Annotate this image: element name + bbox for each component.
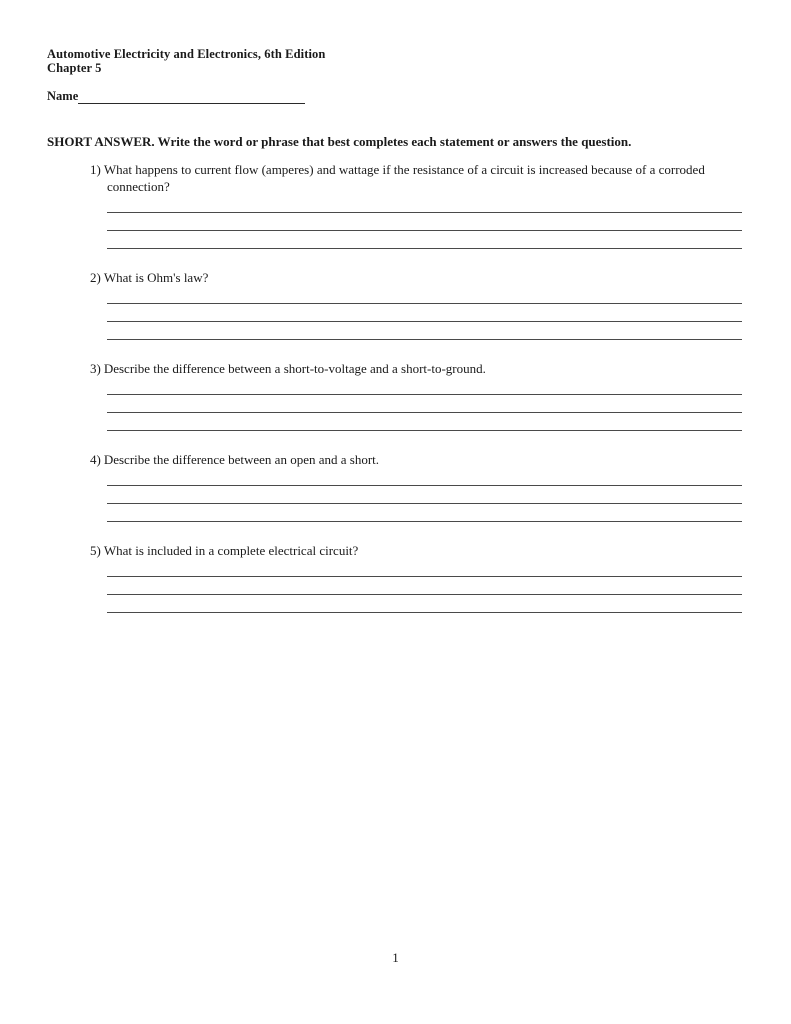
question-1 xyxy=(90,161,742,249)
question-4 xyxy=(90,451,742,522)
question-body: Describe the difference between a short-to-voltage and a short-to-ground. xyxy=(103,361,486,376)
answer-blank-line xyxy=(107,395,742,413)
chapter-label: Chapter 5 xyxy=(47,61,102,75)
page-number: 1 xyxy=(392,950,399,965)
question-number: 5) xyxy=(90,543,101,558)
book-title: Automotive Electricity and Electronics, 6th Edition xyxy=(47,47,326,61)
answer-blank-line xyxy=(107,286,742,304)
name-label: Name xyxy=(47,89,79,103)
answer-blank-line xyxy=(107,304,742,322)
question-text xyxy=(90,161,742,195)
answer-blank-line xyxy=(107,377,742,395)
answer-blank-line xyxy=(107,231,742,249)
answer-area xyxy=(107,559,742,613)
question-2 xyxy=(90,269,742,340)
question-body: What is Ohm's law? xyxy=(103,270,209,285)
answer-area xyxy=(107,286,742,340)
question-list xyxy=(90,161,742,633)
question-body: What happens to current flow (amperes) and wattage if the resistance of a circuit is increased because of a corroded connection? xyxy=(103,162,705,194)
question-number: 1) xyxy=(90,162,101,177)
answer-blank-line xyxy=(107,213,742,231)
answer-blank-line xyxy=(107,577,742,595)
section-heading: SHORT ANSWER. Write the word or phrase that best completes each statement or answers the question. xyxy=(47,134,632,149)
question-number: 4) xyxy=(90,452,101,467)
page-footer xyxy=(0,950,791,966)
question-number: 3) xyxy=(90,361,101,376)
answer-blank-line xyxy=(107,504,742,522)
answer-area xyxy=(107,195,742,249)
name-row xyxy=(47,88,305,104)
answer-area xyxy=(107,468,742,522)
question-body: Describe the difference between an open and a short. xyxy=(103,452,380,467)
answer-area xyxy=(107,377,742,431)
document-header xyxy=(47,47,325,75)
question-number: 2) xyxy=(90,270,101,285)
question-body: What is included in a complete electrical circuit? xyxy=(103,543,359,558)
answer-blank-line xyxy=(107,195,742,213)
question-3 xyxy=(90,360,742,431)
question-text xyxy=(90,360,742,377)
name-blank-line xyxy=(78,89,305,104)
answer-blank-line xyxy=(107,468,742,486)
answer-blank-line xyxy=(107,413,742,431)
question-text xyxy=(90,451,742,468)
answer-blank-line xyxy=(107,559,742,577)
question-text xyxy=(90,542,742,559)
question-text xyxy=(90,269,742,286)
question-5 xyxy=(90,542,742,613)
answer-blank-line xyxy=(107,322,742,340)
answer-blank-line xyxy=(107,595,742,613)
answer-blank-line xyxy=(107,486,742,504)
